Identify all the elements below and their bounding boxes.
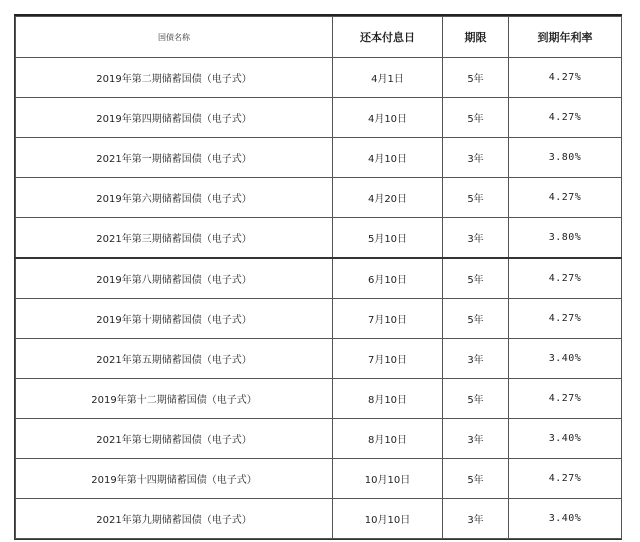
term-cell: 3年 (443, 339, 509, 379)
rate-cell: 4.27% (509, 459, 622, 499)
term-cell: 5年 (443, 258, 509, 299)
rate-cell: 3.80% (509, 138, 622, 178)
table-row (16, 459, 622, 499)
table-row (16, 419, 622, 459)
payment-date-cell: 4月10日 (333, 138, 443, 178)
rate-cell: 3.80% (509, 218, 622, 259)
table-row (16, 258, 622, 299)
rate-cell: 4.27% (509, 258, 622, 299)
bond-name-cell: 2021年第三期储蓄国债（电子式） (16, 218, 333, 259)
payment-date-cell: 8月10日 (333, 379, 443, 419)
rate-cell: 4.27% (509, 58, 622, 98)
payment-date-cell: 7月10日 (333, 299, 443, 339)
rate-cell: 4.27% (509, 178, 622, 218)
table-row (16, 499, 622, 539)
payment-date-cell: 7月10日 (333, 339, 443, 379)
rate-cell: 4.27% (509, 98, 622, 138)
term-cell: 3年 (443, 138, 509, 178)
payment-date-cell: 6月10日 (333, 258, 443, 299)
rate-cell: 4.27% (509, 379, 622, 419)
bond-name-cell: 2019年第六期储蓄国债（电子式） (16, 178, 333, 218)
bond-name-cell: 2021年第九期储蓄国债（电子式） (16, 499, 333, 539)
payment-date-cell: 4月10日 (333, 98, 443, 138)
bond-name-cell: 2021年第七期储蓄国债（电子式） (16, 419, 333, 459)
payment-date-cell: 4月1日 (333, 58, 443, 98)
header-row (16, 17, 622, 58)
table-row (16, 58, 622, 98)
payment-date-cell: 8月10日 (333, 419, 443, 459)
rate-cell: 3.40% (509, 339, 622, 379)
term-cell: 5年 (443, 98, 509, 138)
term-cell: 5年 (443, 459, 509, 499)
table-row (16, 138, 622, 178)
header-rate: 到期年利率 (509, 17, 622, 58)
bond-name-cell: 2021年第五期储蓄国债（电子式） (16, 339, 333, 379)
bond-name-cell: 2019年第八期储蓄国债（电子式） (16, 258, 333, 299)
payment-date-cell: 4月20日 (333, 178, 443, 218)
payment-date-cell: 5月10日 (333, 218, 443, 259)
bond-name-cell: 2019年第二期储蓄国债（电子式） (16, 58, 333, 98)
term-cell: 5年 (443, 379, 509, 419)
bond-name-cell: 2021年第一期储蓄国债（电子式） (16, 138, 333, 178)
term-cell: 5年 (443, 58, 509, 98)
payment-date-cell: 10月10日 (333, 459, 443, 499)
term-cell: 5年 (443, 299, 509, 339)
table-row (16, 98, 622, 138)
payment-date-cell: 10月10日 (333, 499, 443, 539)
rate-cell: 4.27% (509, 299, 622, 339)
table-row (16, 178, 622, 218)
bond-name-cell: 2019年第十期储蓄国债（电子式） (16, 299, 333, 339)
table-row (16, 299, 622, 339)
table-row (16, 379, 622, 419)
header-payment-date: 还本付息日 (333, 17, 443, 58)
table-row (16, 218, 622, 259)
term-cell: 3年 (443, 218, 509, 259)
bond-name-cell: 2019年第四期储蓄国债（电子式） (16, 98, 333, 138)
bond-schedule-sheet (14, 14, 622, 540)
header-bond-name: 国债名称 (16, 17, 333, 58)
term-cell: 3年 (443, 499, 509, 539)
rate-cell: 3.40% (509, 499, 622, 539)
bond-name-cell: 2019年第十四期储蓄国债（电子式） (16, 459, 333, 499)
rate-cell: 3.40% (509, 419, 622, 459)
header-term: 期限 (443, 17, 509, 58)
table-row (16, 339, 622, 379)
term-cell: 3年 (443, 419, 509, 459)
term-cell: 5年 (443, 178, 509, 218)
bond-table (15, 16, 622, 539)
bond-name-cell: 2019年第十二期储蓄国债（电子式） (16, 379, 333, 419)
